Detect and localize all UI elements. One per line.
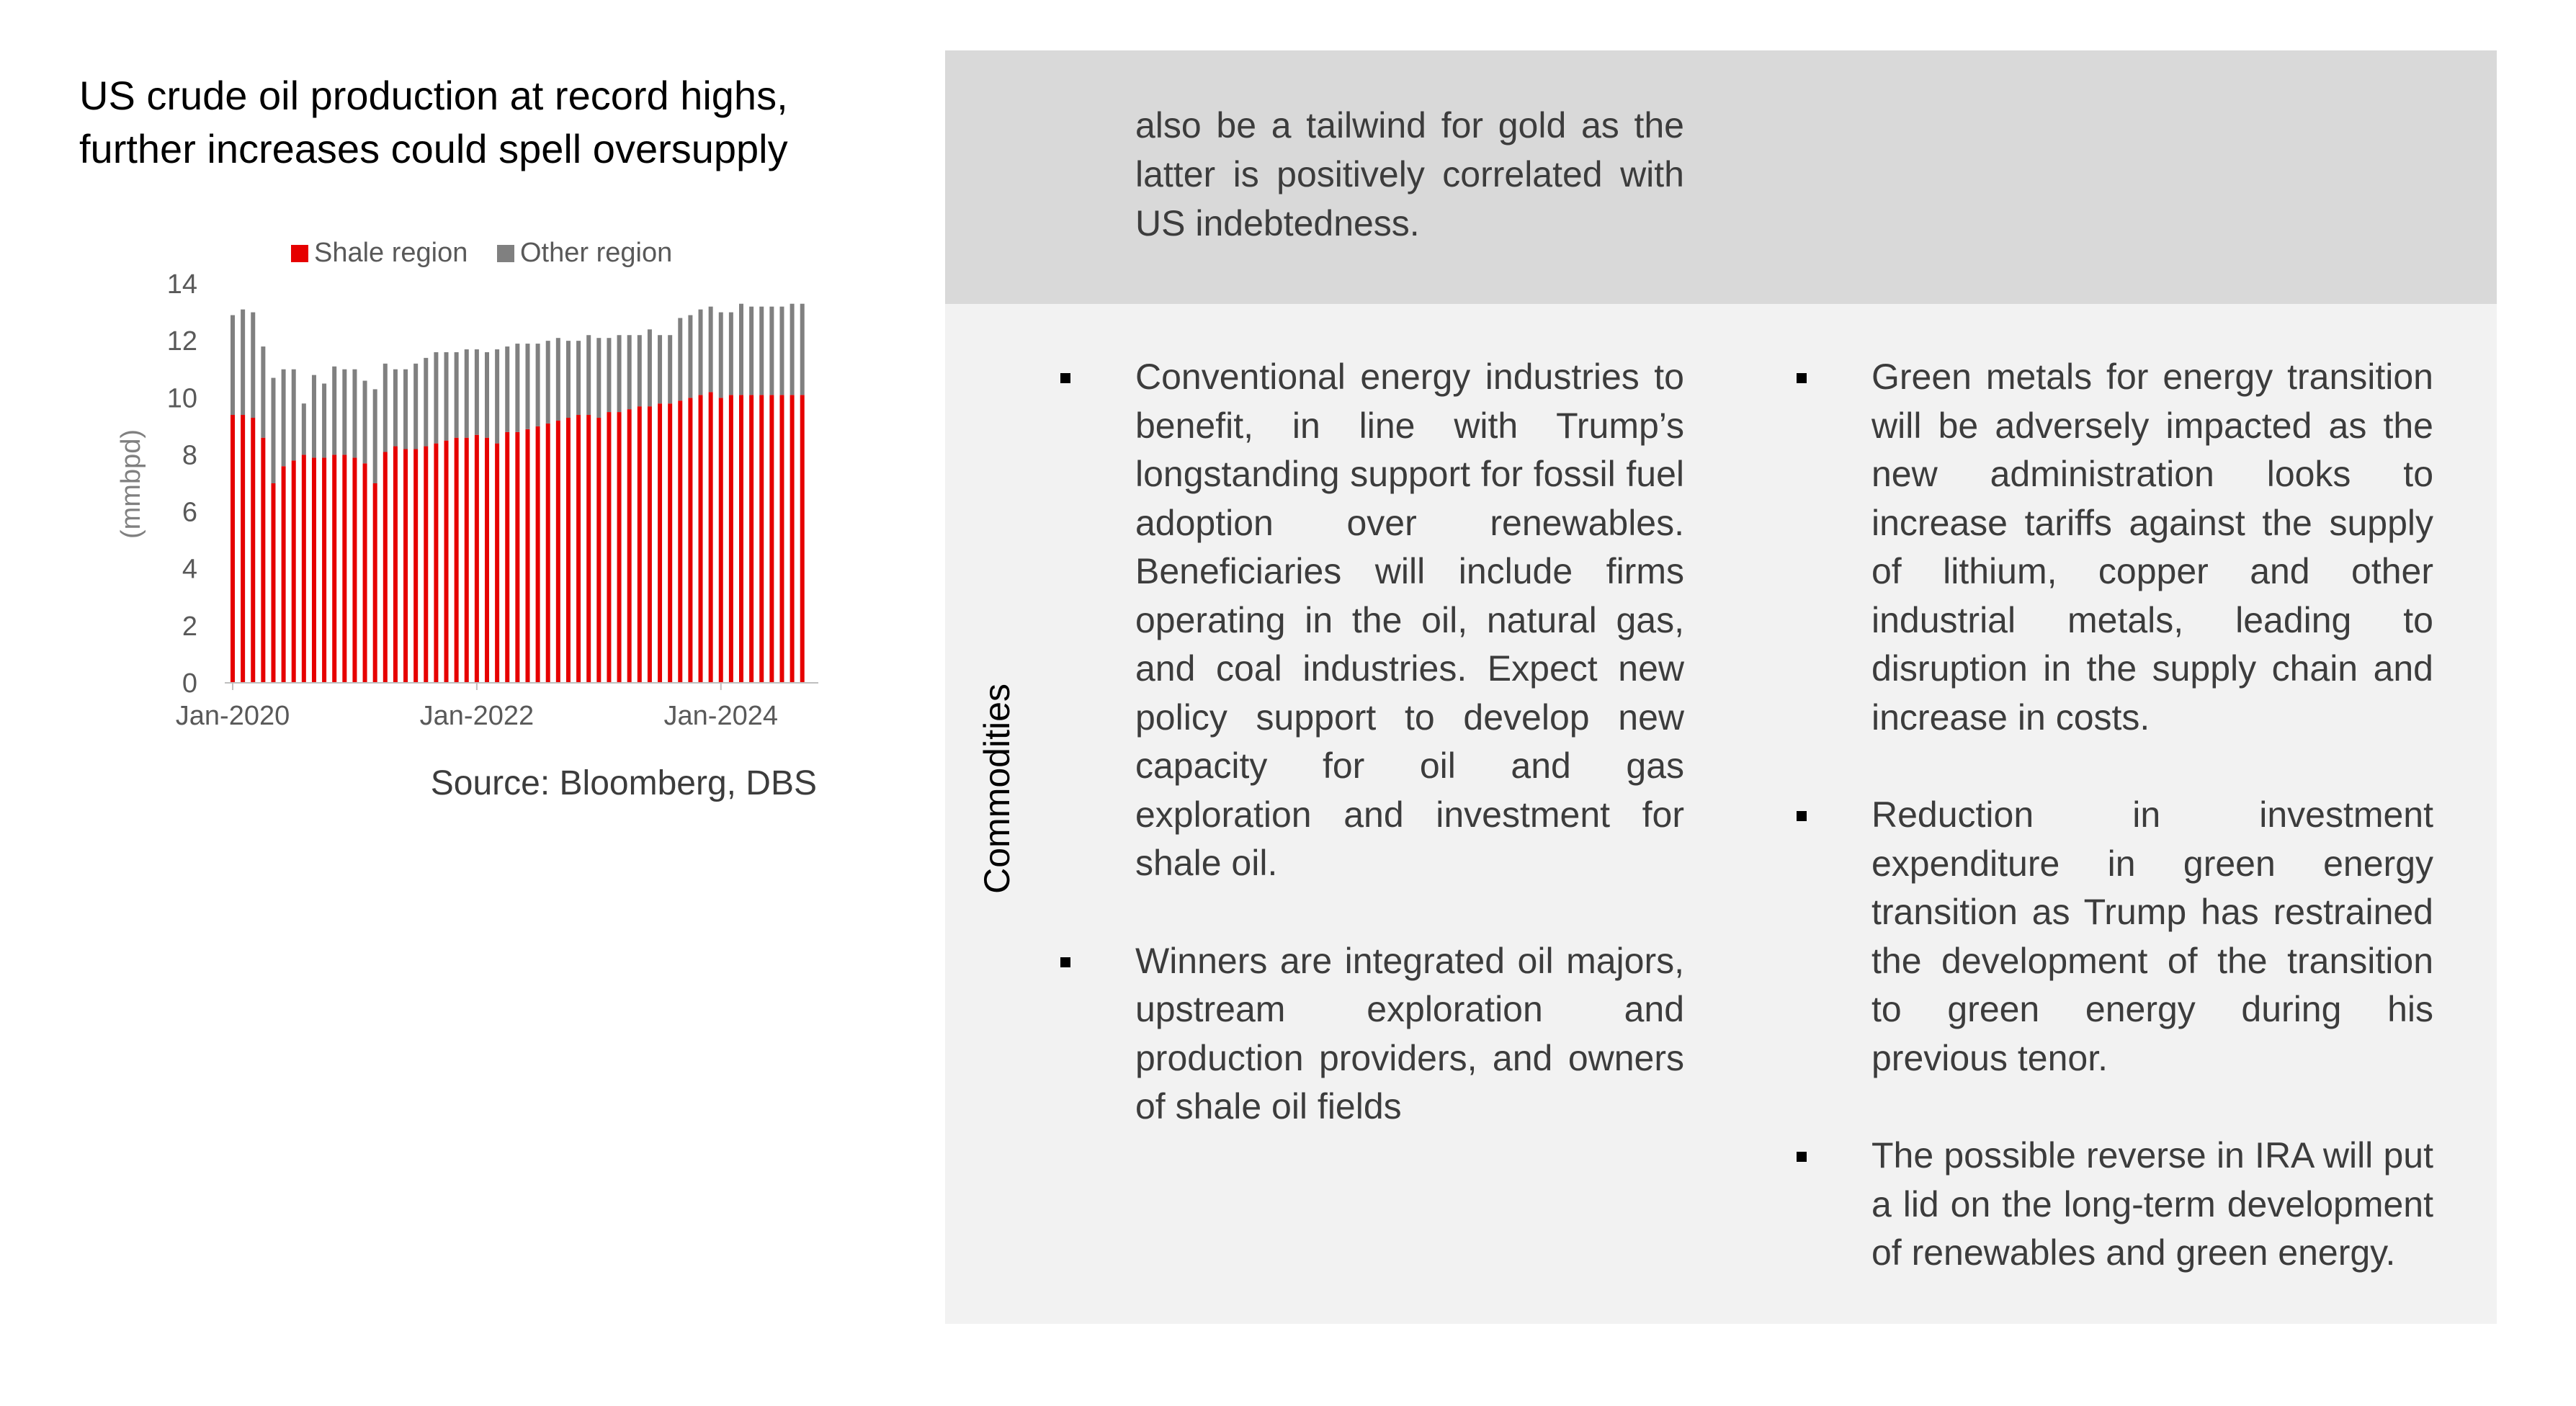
bar-shale — [271, 483, 275, 683]
chart-legend — [291, 238, 672, 268]
bar-shale — [596, 418, 601, 683]
bar-other — [566, 341, 571, 418]
y-tick-label: 4 — [182, 554, 197, 585]
bar-other — [576, 341, 581, 415]
y-axis — [116, 269, 197, 699]
bar-shale — [607, 412, 611, 683]
bar-shale — [739, 395, 743, 683]
bar-other — [424, 358, 428, 447]
bar-shale — [759, 395, 764, 683]
bar-other — [231, 315, 235, 416]
bar-other — [627, 335, 632, 409]
bar-other — [648, 329, 652, 406]
bar-shale — [383, 452, 388, 683]
bar-shale — [241, 415, 245, 683]
bar-other — [688, 315, 692, 398]
bullet-text: Winners are integrated oil majors, upstream exploration and production providers, and owners of shale oil fields — [1135, 940, 1684, 1127]
oil-production-chart — [0, 216, 864, 764]
x-axis — [176, 683, 818, 731]
bar-shale — [627, 409, 632, 683]
bar-shale — [322, 457, 326, 683]
bar-other — [800, 304, 805, 395]
bar-shale — [729, 395, 733, 683]
bar-other — [495, 349, 499, 444]
bar-shale — [576, 415, 581, 683]
x-tick-label: Jan-2022 — [419, 701, 535, 731]
bullet-green-metals — [1788, 353, 2433, 742]
bar-other — [729, 313, 733, 395]
bar-other — [556, 338, 560, 421]
bar-shale — [749, 395, 753, 683]
bar-shale — [658, 403, 662, 683]
bar-shale — [556, 421, 560, 683]
bar-shale — [546, 424, 550, 683]
bullet-investment-reduction — [1788, 791, 2433, 1083]
bullet-conventional-energy — [1052, 353, 1684, 888]
bar-shale — [231, 415, 235, 683]
bar-other — [739, 304, 743, 395]
bar-other — [607, 338, 611, 412]
y-axis-label: (mmbpd) — [116, 429, 146, 539]
legend-swatch-shale — [291, 245, 308, 262]
bullet-square-icon — [1797, 1152, 1807, 1162]
bar-shale — [779, 395, 784, 683]
bar-other — [312, 375, 316, 458]
bullet-square-icon — [1797, 373, 1807, 383]
bar-shale — [363, 463, 367, 683]
bullet-square-icon — [1797, 811, 1807, 821]
bar-shale — [434, 444, 438, 683]
bar-other — [699, 310, 703, 395]
bar-other — [271, 378, 275, 483]
bar-shale — [505, 432, 509, 683]
bullet-text: Conventional energy industries to benefit, in line with Trump’s longstanding support for fossil fuel adoption over renewables. Beneficiaries will include firms operating in the oil, natural gas, and coal industries. Expect new policy support to develop new capacity for oil and gas exploration and investment for shale oil. — [1135, 357, 1684, 883]
bar-other — [658, 335, 662, 403]
bar-other — [403, 370, 408, 449]
bar-shale — [413, 449, 418, 683]
bar-other — [790, 304, 795, 395]
bar-shale — [403, 449, 408, 683]
chart-title-line-1: US crude oil production at record highs, — [79, 73, 788, 118]
bar-shale — [424, 447, 428, 683]
bar-other — [759, 307, 764, 395]
bullet-text: The possible reverse in IRA will put a lid on the long-term development of renewables and green energy. — [1871, 1135, 2433, 1273]
bar-other — [515, 344, 519, 432]
legend-label-shale: Shale region — [314, 238, 468, 268]
gold-tailwind-text: also be a tailwind for gold as the latter is positively correlated with US indebtedness. — [1135, 105, 1684, 243]
bar-other — [444, 352, 449, 441]
bar-shale — [312, 457, 316, 683]
bar-other — [363, 381, 367, 464]
bar-shale — [302, 455, 306, 683]
chart-bars — [231, 304, 805, 683]
bar-other — [546, 341, 550, 424]
bar-shale — [475, 435, 479, 683]
bar-shale — [638, 406, 642, 683]
x-tick-label: Jan-2024 — [663, 701, 778, 731]
bar-other — [383, 364, 388, 452]
bar-other — [322, 384, 326, 458]
bar-shale — [688, 398, 692, 683]
chart-source-note: Source: Bloomberg, DBS — [430, 764, 817, 802]
bar-other — [292, 370, 296, 461]
bar-other — [455, 352, 459, 438]
bar-shale — [515, 432, 519, 683]
y-tick-label: 6 — [182, 497, 197, 528]
bar-other — [251, 313, 255, 418]
bar-shale — [261, 438, 265, 683]
bar-other — [352, 370, 357, 458]
bar-shale — [586, 415, 591, 683]
bar-shale — [769, 395, 774, 683]
bar-other — [525, 344, 529, 429]
bar-shale — [678, 400, 682, 683]
y-tick-label: 8 — [182, 440, 197, 471]
bar-other — [475, 349, 479, 435]
y-tick-label: 0 — [182, 668, 197, 699]
bullet-square-icon — [1060, 957, 1070, 967]
bar-shale — [668, 403, 672, 683]
bullet-square-icon — [1060, 373, 1070, 383]
section-label-text: Commodities — [977, 684, 1017, 894]
bar-other — [485, 352, 489, 438]
y-tick-label: 14 — [166, 269, 197, 300]
bar-other — [505, 346, 509, 432]
bullet-text: Reduction in investment expenditure in green energy transition as Trump has restrained the development of the transition to green energy during his previous tenor. — [1871, 794, 2433, 1078]
bar-other — [373, 389, 377, 483]
bar-shale — [292, 460, 296, 683]
bar-other — [465, 349, 469, 438]
bar-other — [261, 346, 265, 438]
bar-other — [282, 370, 286, 467]
bar-shale — [455, 438, 459, 683]
right-bullet-list — [1788, 353, 2433, 1278]
bar-other — [536, 344, 540, 426]
bar-other — [413, 364, 418, 449]
bar-shale — [465, 438, 469, 683]
bullet-winners — [1052, 937, 1684, 1132]
bar-shale — [566, 418, 571, 683]
legend-label-other: Other region — [520, 238, 673, 268]
y-tick-label: 12 — [166, 326, 197, 357]
bar-other — [678, 318, 682, 400]
bar-other — [779, 307, 784, 395]
bar-other — [668, 335, 672, 403]
bar-other — [586, 335, 591, 415]
bar-other — [749, 307, 753, 395]
bar-shale — [282, 466, 286, 683]
bar-shale — [393, 447, 398, 683]
bar-shale — [648, 406, 652, 683]
bar-shale — [709, 392, 713, 683]
y-tick-label: 2 — [182, 611, 197, 642]
y-tick-label: 10 — [166, 383, 197, 414]
bar-shale — [251, 418, 255, 683]
bar-other — [638, 335, 642, 406]
chart-title-line-2: further increases could spell oversupply — [79, 126, 788, 171]
bar-shale — [617, 412, 622, 683]
left-bullet-list — [1052, 353, 1684, 1132]
bar-shale — [444, 441, 449, 683]
bar-other — [434, 352, 438, 444]
bullet-ira-reverse — [1788, 1132, 2433, 1278]
bar-other — [596, 338, 601, 418]
bullet-text: Green metals for energy transition will be adversely impacted as the new administration looks to increase tariffs against the supply of lithium, copper and other industrial metals, leading to disruption in the supply chain and increase in costs. — [1871, 357, 2433, 738]
bar-shale — [495, 444, 499, 683]
bar-shale — [525, 429, 529, 683]
bar-other — [617, 335, 622, 412]
bar-shale — [536, 426, 540, 683]
bar-other — [709, 307, 713, 393]
bar-shale — [485, 438, 489, 683]
legend-swatch-other — [497, 245, 514, 262]
chart-title — [79, 69, 872, 176]
bar-shale — [719, 398, 723, 683]
bar-shale — [332, 455, 336, 683]
x-tick-label: Jan-2020 — [175, 701, 290, 731]
bar-other — [241, 310, 245, 415]
bar-other — [332, 367, 336, 455]
bar-other — [342, 370, 346, 455]
bar-other — [769, 307, 774, 395]
bar-shale — [699, 395, 703, 683]
bar-shale — [352, 457, 357, 683]
bar-other — [302, 403, 306, 455]
bar-shale — [800, 395, 805, 683]
bar-shale — [373, 483, 377, 683]
bar-shale — [342, 455, 346, 683]
bar-other — [719, 313, 723, 398]
bar-other — [393, 370, 398, 447]
bar-shale — [790, 395, 795, 683]
